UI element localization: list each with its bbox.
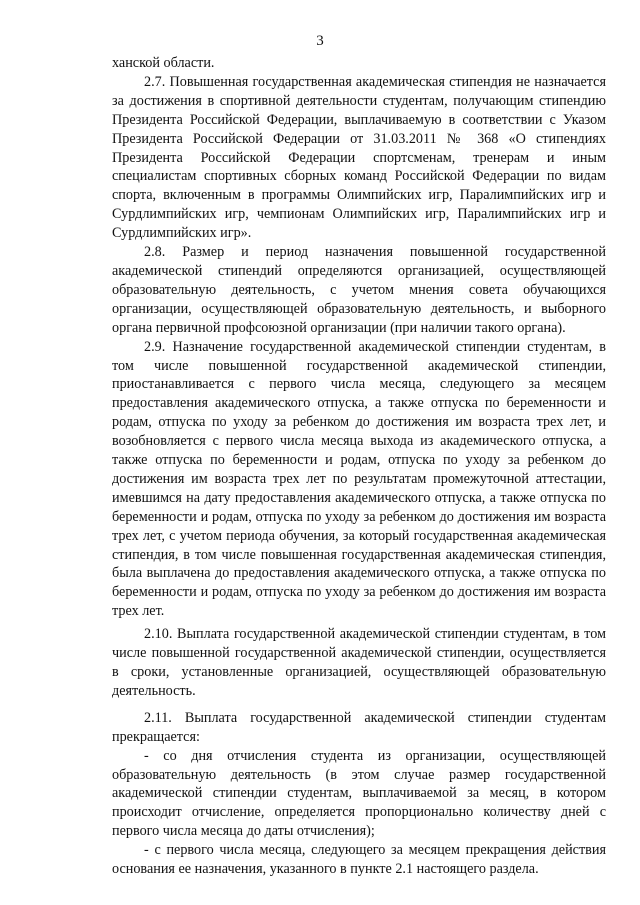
paragraph-2-10: 2.10. Выплата государственной академической стипендии студентам, в том числе повышенной государственной академической стипендии, осуществляется в сроки, установленные организацией, осуществляющей образовательную деятельность. — [112, 626, 606, 699]
page-number: 3 — [316, 33, 324, 49]
list-item-expulsion: - со дня отчисления студента из организации, осуществляющей образовательную деятельность (в этом случае размер государственной академической стипендии студентам, выплачиваемой за месяц, в котором происходит отчисление, определяется пропорционально количеству дней с первого числа месяца до даты отчисления); — [112, 747, 606, 840]
paragraph-2-7: 2.7. Повышенная государственная академическая стипендия не назначается за достижения в спортивной деятельности студентам, получающим стипендию Президента Российской Федерации, выплачиваемую в соответствии с Указом Президента Российской Федерации от 31.03.2011 № 368 «О стипендиях Президента Российской Федерации спортсменам, тренерам и иным специалистам спортивных сборных команд Российской Федерации по видам спорта, включенным в программы Олимпийских игр, Паралимпийских игр и Сурдлимпийских игр, чемпионам Олимпийских игр, Паралимпийских игр и Сурдлимпийских игр». — [112, 73, 606, 242]
paragraph-2-11: 2.11. Выплата государственной академической стипендии студентам прекращается: — [112, 709, 606, 745]
paragraph-continuation: ханской области. — [112, 55, 215, 71]
list-item-termination: - с первого числа месяца, следующего за месяцем прекращения действия основания ее назначения, указанного в пункте 2.1 настоящего раздела. — [112, 842, 606, 878]
document-body — [112, 54, 606, 879]
paragraph-2-9: 2.9. Назначение государственной академической стипендии студентам, в том числе повышенной государственной академической стипендии, приостанавливается с первого числа месяца, следующего за месяцем предоставления академического отпуска, а также отпуска по беременности и родам, отпуска по уходу за ребенком до достижения им возраста трех лет, и возобновляется с первого числа месяца выхода из академического отпуска, а также отпуска по беременности и родам, отпуска по уходу за ребенком до достижения им возраста трех лет по результатам промежуточной аттестации, имевшимся на дату предоставления академического отпуска, а также отпуска по беременности и родам, отпуска по уходу за ребенком до достижения им возраста трех лет, с учетом периода обучения, за который государственная академическая стипендия, в том числе повышенная государственная академическая стипендия, была выплачена до предоставления академического отпуска, а также отпуска по беременности и родам, отпуска по уходу за ребенком до достижения им возраста трех лет. — [112, 338, 606, 620]
paragraph-2-8: 2.8. Размер и период назначения повышенной государственной академической стипендий определяются организацией, осуществляющей образовательную деятельность, с учетом мнения совета обучающихся организации, осуществляющей образовательную деятельность, и выборного органа первичной профсоюзной организации (при наличии такого органа). — [112, 244, 606, 336]
